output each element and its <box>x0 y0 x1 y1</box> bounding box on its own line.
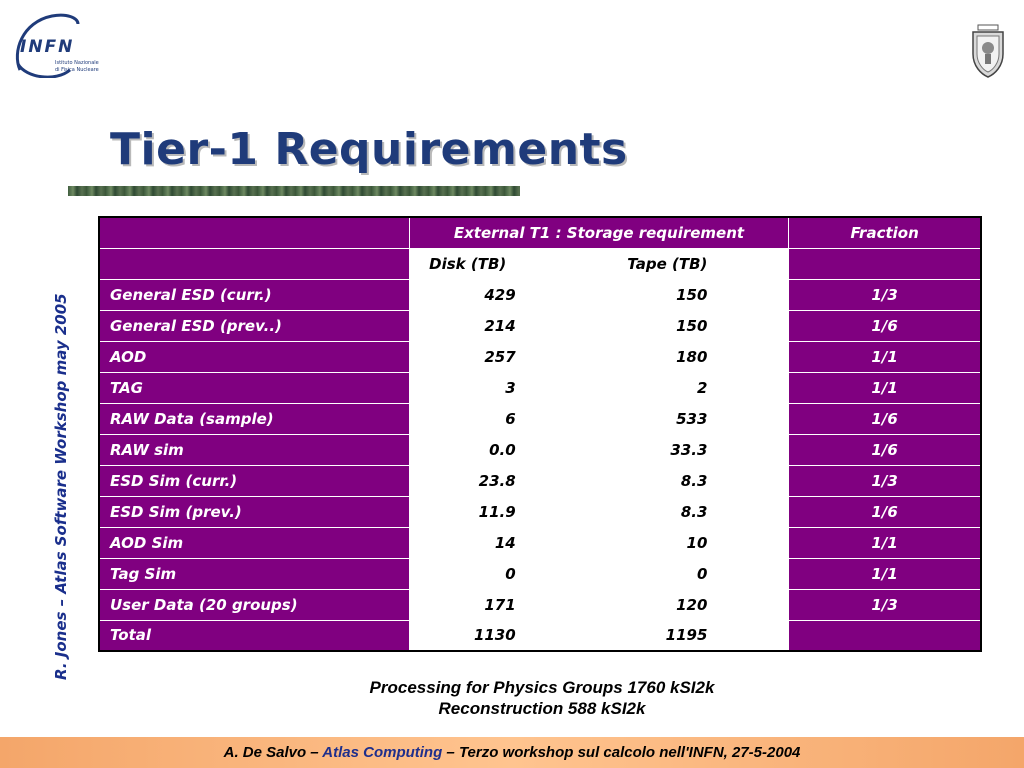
footer-event: – Terzo workshop sul calcolo nell'INFN, 27-5-2004 <box>442 744 801 761</box>
notes <box>0 677 1024 719</box>
table-row <box>99 372 981 403</box>
storage-table <box>98 216 982 652</box>
row-spacer <box>718 620 789 651</box>
row-spacer <box>718 527 789 558</box>
row-label: User Data (20 groups) <box>99 589 409 620</box>
table-total-row <box>99 620 981 651</box>
row-fraction <box>789 620 981 651</box>
row-spacer <box>718 558 789 589</box>
row-disk: 1130 <box>409 620 526 651</box>
table-row <box>99 279 981 310</box>
row-disk: 429 <box>409 279 526 310</box>
row-fraction: 1/6 <box>789 496 981 527</box>
row-disk: 3 <box>409 372 526 403</box>
row-tape: 8.3 <box>526 465 718 496</box>
row-spacer <box>718 434 789 465</box>
row-spacer <box>718 310 789 341</box>
table-subheader-row <box>99 248 981 279</box>
row-spacer <box>718 372 789 403</box>
row-fraction: 1/1 <box>789 341 981 372</box>
row-disk: 214 <box>409 310 526 341</box>
logo-text: INFN <box>20 37 75 57</box>
row-disk: 11.9 <box>409 496 526 527</box>
row-label: General ESD (prev..) <box>99 310 409 341</box>
footer-author: A. De Salvo – <box>223 744 323 761</box>
row-disk: 0.0 <box>409 434 526 465</box>
title-underline <box>68 186 520 196</box>
row-fraction: 1/6 <box>789 310 981 341</box>
row-disk: 171 <box>409 589 526 620</box>
table-header-row <box>99 217 981 248</box>
group-header: External T1 : Storage requirement <box>409 217 788 248</box>
row-tape: 8.3 <box>526 496 718 527</box>
row-spacer <box>718 496 789 527</box>
infn-logo <box>12 12 112 78</box>
footer-text <box>0 744 1024 761</box>
fraction-subheader-cell <box>789 248 981 279</box>
row-fraction: 1/6 <box>789 403 981 434</box>
row-spacer <box>718 589 789 620</box>
row-tape: 2 <box>526 372 718 403</box>
header-empty-cell <box>99 217 409 248</box>
row-tape: 1195 <box>526 620 718 651</box>
fraction-header: Fraction <box>789 217 981 248</box>
table-row <box>99 310 981 341</box>
table-row <box>99 527 981 558</box>
subheader-empty-cell <box>99 248 409 279</box>
row-tape: 150 <box>526 310 718 341</box>
side-credit: R. Jones – Atlas Software Workshop may 2005 <box>52 293 70 680</box>
row-fraction: 1/3 <box>789 465 981 496</box>
note-line-1: Processing for Physics Groups 1760 kSI2k <box>369 678 715 697</box>
row-tape: 33.3 <box>526 434 718 465</box>
row-fraction: 1/3 <box>789 279 981 310</box>
row-disk: 257 <box>409 341 526 372</box>
row-disk: 0 <box>409 558 526 589</box>
logo-subtitle-line2: di Fisica Nucleare <box>55 67 99 73</box>
row-label: Total <box>99 620 409 651</box>
row-fraction: 1/1 <box>789 372 981 403</box>
row-tape: 120 <box>526 589 718 620</box>
row-label: ESD Sim (prev.) <box>99 496 409 527</box>
tape-header: Tape (TB) <box>526 248 718 279</box>
row-disk: 23.8 <box>409 465 526 496</box>
row-label: General ESD (curr.) <box>99 279 409 310</box>
row-fraction: 1/6 <box>789 434 981 465</box>
row-tape: 533 <box>526 403 718 434</box>
footer-topic: Atlas Computing <box>322 744 443 761</box>
disk-header: Disk (TB) <box>409 248 526 279</box>
note-line-2: Reconstruction 588 kSI2k <box>438 699 646 718</box>
table-row <box>99 589 981 620</box>
page-title: Tier-1 Requirements <box>110 124 628 175</box>
row-label: ESD Sim (curr.) <box>99 465 409 496</box>
subheader-spacer-cell <box>718 248 789 279</box>
table-row <box>99 403 981 434</box>
row-tape: 0 <box>526 558 718 589</box>
row-tape: 10 <box>526 527 718 558</box>
row-tape: 150 <box>526 279 718 310</box>
row-label: Tag Sim <box>99 558 409 589</box>
row-spacer <box>718 341 789 372</box>
row-tape: 180 <box>526 341 718 372</box>
row-spacer <box>718 279 789 310</box>
row-label: AOD <box>99 341 409 372</box>
row-disk: 14 <box>409 527 526 558</box>
row-label: AOD Sim <box>99 527 409 558</box>
row-label: RAW Data (sample) <box>99 403 409 434</box>
logo-subtitle-line1: Istituto Nazionale <box>55 60 99 66</box>
row-label: RAW sim <box>99 434 409 465</box>
table-row <box>99 558 981 589</box>
table-row <box>99 496 981 527</box>
row-fraction: 1/1 <box>789 527 981 558</box>
row-fraction: 1/1 <box>789 558 981 589</box>
table-row <box>99 434 981 465</box>
table-row <box>99 341 981 372</box>
row-label: TAG <box>99 372 409 403</box>
table-row <box>99 465 981 496</box>
row-disk: 6 <box>409 403 526 434</box>
row-spacer <box>718 465 789 496</box>
row-fraction: 1/3 <box>789 589 981 620</box>
seal-icon <box>968 24 1008 78</box>
row-spacer <box>718 403 789 434</box>
